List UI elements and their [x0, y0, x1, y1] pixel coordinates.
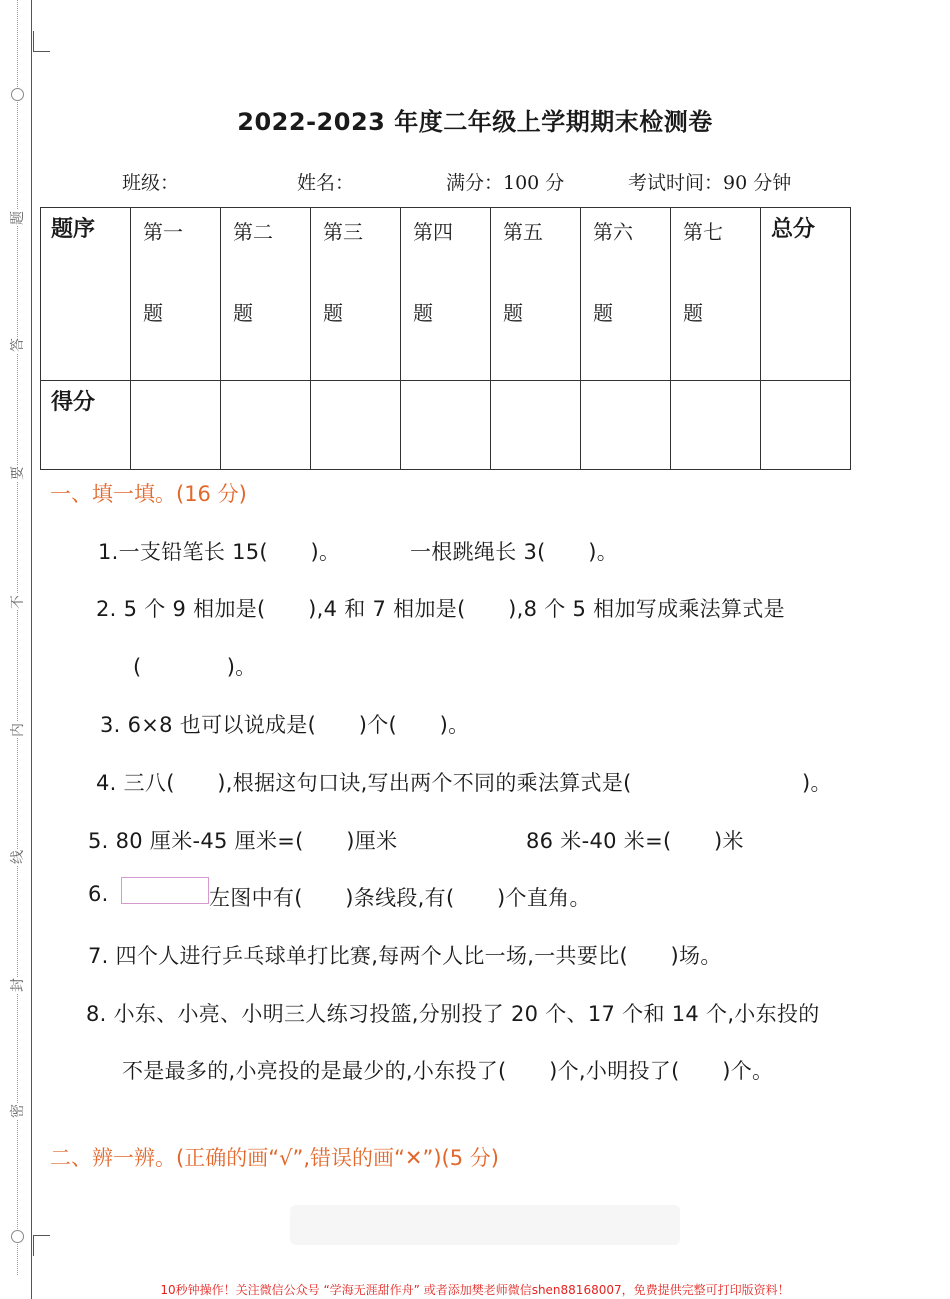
question-6-number: 6.	[88, 882, 109, 906]
question-6: 左图中有( )条线段,有( )个直角。	[209, 886, 591, 910]
question-7: 7. 四个人进行乒乓球单打比赛,每两个人比一场,一共要比( )场。	[88, 944, 722, 968]
crop-mark-bottom	[33, 1235, 50, 1256]
score-label-cell: 得分	[41, 381, 131, 470]
score-input-cell[interactable]	[131, 381, 221, 470]
question-number: 第六	[593, 220, 633, 244]
question-cell	[401, 208, 491, 381]
question-4: 4. 三八( ),根据这句口诀,写出两个不同的乘法算式是( )。	[96, 771, 832, 795]
footer-promo: 10秒钟操作！关注微信公众号 “学海无涯甜作舟” 或者添加樊老师微信shen88168007，免费提供完整可打印版资料！	[160, 1283, 790, 1297]
question-2-cont: ( )。	[133, 655, 257, 679]
question-suffix: 题	[413, 301, 433, 325]
class-label: 班级：	[122, 172, 180, 194]
score-table	[40, 207, 851, 470]
question-cell	[131, 208, 221, 381]
full-score: 满分：100 分	[446, 172, 565, 194]
question-number: 第四	[413, 220, 453, 244]
header-label-cell: 题序	[41, 208, 131, 381]
score-input-cell[interactable]	[671, 381, 761, 470]
faded-area	[290, 1205, 680, 1245]
total-label-cell: 总分	[761, 208, 851, 381]
exam-title: 2022-2023 年度二年级上学期期末检测卷	[237, 108, 713, 136]
question-suffix: 题	[143, 301, 163, 325]
question-number: 第七	[683, 220, 723, 244]
question-3: 3. 6×8 也可以说成是( )个( )。	[100, 713, 470, 737]
question-1b: 一根跳绳长 3( )。	[410, 540, 619, 564]
rectangle-figure	[121, 877, 209, 904]
score-input-cell[interactable]	[311, 381, 401, 470]
seal-char: 封	[10, 978, 26, 992]
question-number: 第三	[323, 220, 363, 244]
question-2: 2. 5 个 9 相加是( ),4 和 7 相加是( ),8 个 5 相加写成乘法算式是	[96, 597, 785, 621]
question-cell	[581, 208, 671, 381]
seal-char: 题	[10, 211, 26, 225]
question-cell	[221, 208, 311, 381]
question-number: 第一	[143, 220, 183, 244]
binding-hole-bottom	[11, 1230, 24, 1243]
seal-char: 不	[10, 595, 26, 609]
exam-time: 考试时间：90 分钟	[628, 172, 792, 194]
question-cell	[491, 208, 581, 381]
binding-dotted-line	[17, 0, 18, 1275]
seal-char: 线	[10, 850, 26, 864]
question-8-cont: 不是最多的,小亮投的是最少的,小东投了( )个,小明投了( )个。	[122, 1059, 774, 1083]
binding-solid-line	[31, 0, 32, 1299]
score-input-cell[interactable]	[491, 381, 581, 470]
total-input-cell[interactable]	[761, 381, 851, 470]
seal-char: 答	[10, 338, 26, 352]
question-cell	[311, 208, 401, 381]
question-8: 8. 小东、小亮、小明三人练习投篮,分别投了 20 个、17 个和 14 个,小东投的	[86, 1002, 820, 1026]
section-2-heading: 二、辨一辨。(正确的画“√”,错误的画“✕”)(5 分)	[50, 1146, 499, 1170]
question-suffix: 题	[233, 301, 253, 325]
question-number: 第五	[503, 220, 543, 244]
seal-char: 内	[10, 723, 26, 737]
question-5b: 86 米-40 米=( )米	[526, 829, 744, 853]
crop-mark-top	[33, 31, 50, 52]
name-label: 姓名：	[297, 172, 355, 194]
question-suffix: 题	[503, 301, 523, 325]
binding-hole-top	[11, 88, 24, 101]
question-5a: 5. 80 厘米-45 厘米=( )厘米	[88, 829, 398, 853]
score-input-cell[interactable]	[401, 381, 491, 470]
section-1-heading: 一、填一填。(16 分)	[50, 482, 247, 506]
score-input-cell[interactable]	[581, 381, 671, 470]
question-number: 第二	[233, 220, 273, 244]
seal-char: 密	[10, 1104, 26, 1118]
question-suffix: 题	[683, 301, 703, 325]
seal-char: 要	[10, 466, 26, 480]
question-suffix: 题	[323, 301, 343, 325]
question-1a: 1.一支铅笔长 15( )。	[98, 540, 341, 564]
question-cell	[671, 208, 761, 381]
score-input-cell[interactable]	[221, 381, 311, 470]
question-suffix: 题	[593, 301, 613, 325]
